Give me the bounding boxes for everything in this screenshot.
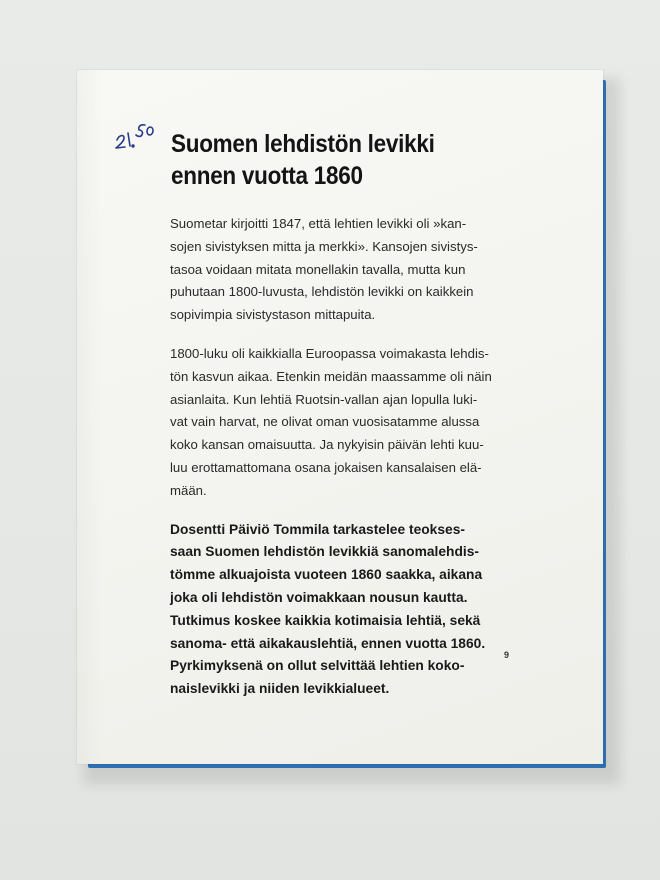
paragraph-1-line: tasoa voidaan mitata monellakin tavalla, mutta kun — [170, 261, 466, 277]
page-number: 9 — [504, 650, 510, 660]
paragraph-1 — [170, 213, 522, 327]
spine-shade — [77, 70, 103, 764]
paragraph-2-line: koko kansan omaisuutta. Ja nykyisin päivän lehti kuu- — [170, 437, 484, 453]
paragraph-2-line: luu erottamattomana osana jokaisen kansalaisen elä- — [170, 459, 482, 475]
paragraph-2-line: tön kasvun aikaa. Etenkin meidän maassamme oli näin — [170, 368, 492, 384]
paragraph-3-bold — [170, 519, 522, 701]
paragraph-3-line: tömme alkuajoista vuoteen 1860 saakka, aikana — [170, 567, 483, 583]
title-line-2: ennen vuotta 1860 — [171, 162, 363, 190]
paragraph-1-line: puhutaan 1800-luvusta, lehdistön levikki on kaikkein — [170, 284, 474, 300]
paragraph-2-line: vat vain harvat, ne olivat oman vuosisatamme alussa — [170, 414, 480, 430]
paragraph-3-line: naislevikki ja niiden levikkialueet. — [170, 681, 390, 697]
title-line-1: Suomen lehdistön levikki — [171, 130, 435, 158]
paragraph-3-line: saan Suomen lehdistön levikkiä sanomalehdis- — [170, 544, 479, 560]
paragraph-3-line: joka oli lehdistön voimakkaan nousun kautta. — [170, 589, 468, 605]
paragraph-2 — [170, 343, 522, 503]
handwritten-price-mark — [113, 118, 159, 152]
paragraph-3-line: sanoma- että aikakauslehtiä, ennen vuotta 1860. — [170, 635, 486, 651]
book-title — [171, 128, 459, 192]
paragraph-1-line: Suometar kirjoitti 1847, että lehtien levikki oli »kan- — [170, 216, 467, 231]
paragraph-2-line: mään. — [170, 482, 207, 498]
paragraph-2-line: 1800-luku oli kaikkialla Euroopassa voimakasta lehdis- — [170, 345, 489, 361]
paragraph-1-line: sopivimpia sivistystason mittapuita. — [170, 307, 376, 323]
paragraph-3-line: Pyrkimyksenä on ollut selvittää lehtien koko- — [170, 658, 465, 674]
paragraph-3-line: Tutkimus koskee kaikkia kotimaisia lehtiä, sekä — [170, 612, 481, 628]
paragraph-3-line: Dosentti Päiviö Tommila tarkastelee teokses- — [170, 521, 465, 537]
paragraph-1-line: sojen sivistyksen mitta ja merkki». Kansojen sivistys- — [170, 238, 478, 254]
blurb-text — [170, 213, 522, 701]
paragraph-2-line: asianlaita. Kun lehtiä Ruotsin-vallan ajan lopulla luki- — [170, 391, 478, 407]
